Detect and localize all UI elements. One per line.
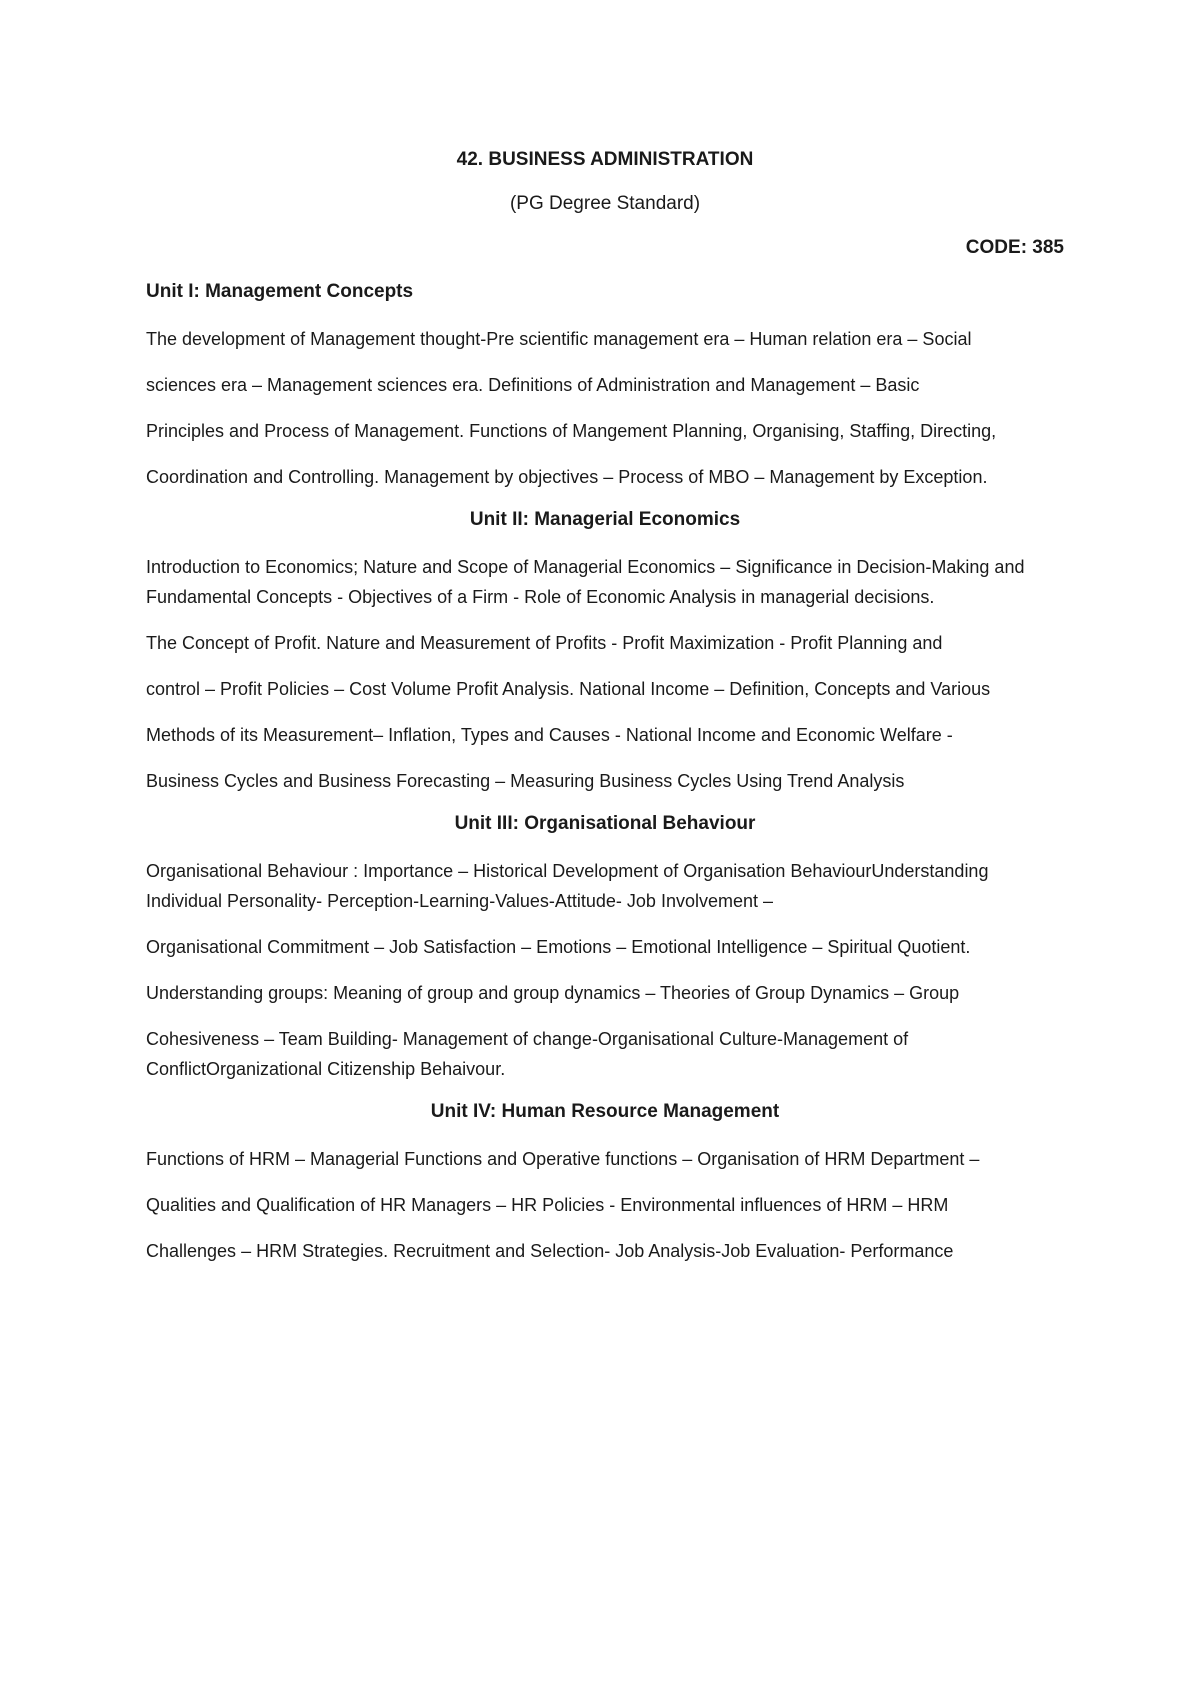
unit-1-paragraph: Principles and Process of Management. Functions of Mangement Planning, Organising, Staffing, Directing, xyxy=(146,421,997,441)
unit-1-paragraph: sciences era – Management sciences era. Definitions of Administration and Management – Basic xyxy=(146,375,920,395)
unit-2-paragraph: Methods of its Measurement– Inflation, Types and Causes - National Income and Economic Welfare - xyxy=(146,725,953,745)
document-title: 42. BUSINESS ADMINISTRATION xyxy=(456,149,754,170)
unit-2-paragraph: The Concept of Profit. Nature and Measurement of Profits - Profit Maximization - Profit Planning and xyxy=(146,633,943,653)
unit-3-paragraph: Cohesiveness – Team Building- Management of change-Organisational Culture-Management of ConflictOrganizational Citizenship Behaivour. xyxy=(146,1029,909,1079)
unit-2-section xyxy=(146,508,1064,796)
unit-3-paragraph: Understanding groups: Meaning of group and group dynamics – Theories of Group Dynamics – Group xyxy=(146,983,960,1003)
unit-4-paragraph: Challenges – HRM Strategies. Recruitment and Selection- Job Analysis-Job Evaluation- Performance xyxy=(146,1241,954,1261)
unit-2-heading: Unit II: Managerial Economics xyxy=(469,509,741,530)
unit-2-paragraph: control – Profit Policies – Cost Volume Profit Analysis. National Income – Definition, Concepts and Various xyxy=(146,679,991,699)
unit-2-paragraph: Introduction to Economics; Nature and Scope of Managerial Economics – Significance in Decision-Making and Fundamental Concepts - Objectives of a Firm - Role of Economic Analysis in managerial decisions. xyxy=(146,557,1025,607)
document-subtitle: (PG Degree Standard) xyxy=(509,193,701,214)
unit-2-paragraph: Business Cycles and Business Forecasting – Measuring Business Cycles Using Trend Analysis xyxy=(146,771,905,791)
subject-code: CODE: 385 xyxy=(965,237,1064,258)
unit-4-paragraph: Qualities and Qualification of HR Managers – HR Policies - Environmental influences of HRM – HRM xyxy=(146,1195,949,1215)
document-page xyxy=(146,148,1064,1282)
unit-4-heading: Unit IV: Human Resource Management xyxy=(430,1101,780,1122)
unit-1-paragraph: Coordination and Controlling. Management by objectives – Process of MBO – Management by Exception. xyxy=(146,467,988,487)
unit-3-paragraph: Organisational Commitment – Job Satisfaction – Emotions – Emotional Intelligence – Spiritual Quotient. xyxy=(146,937,971,957)
unit-1-section xyxy=(146,280,1064,492)
unit-3-paragraph: Organisational Behaviour : Importance – Historical Development of Organisation BehaviourUnderstanding Individual Personality- Perception-Learning-Values-Attitude- Job Involvement – xyxy=(146,861,989,911)
unit-4-paragraph: Functions of HRM – Managerial Functions and Operative functions – Organisation of HRM Department – xyxy=(146,1149,980,1169)
unit-1-heading: Unit I: Management Concepts xyxy=(146,281,414,302)
unit-4-section xyxy=(146,1100,1064,1266)
unit-1-paragraph: The development of Management thought-Pre scientific management era – Human relation era – Social xyxy=(146,329,972,349)
unit-3-section xyxy=(146,812,1064,1084)
unit-3-heading: Unit III: Organisational Behaviour xyxy=(454,813,756,834)
